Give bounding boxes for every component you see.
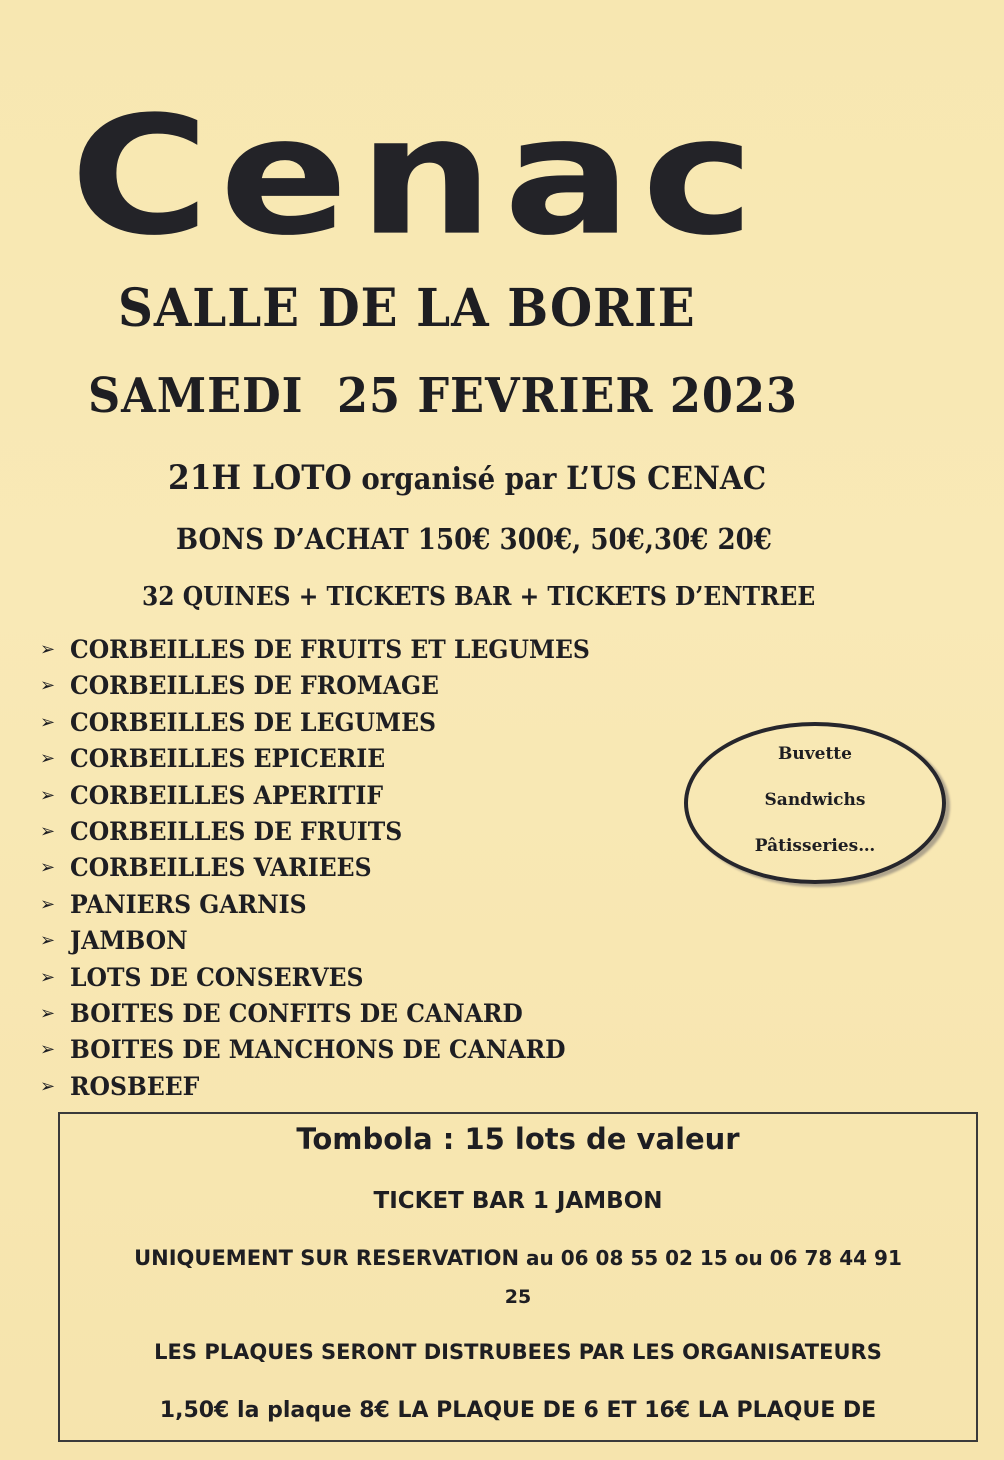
arrowhead-bullet-icon: ➢ <box>40 1075 56 1097</box>
arrowhead-bullet-icon: ➢ <box>40 711 56 733</box>
reservation-phone-end: 25 <box>504 1286 532 1308</box>
arrowhead-bullet-icon: ➢ <box>40 857 56 879</box>
patisseries-label: Pâtisseries… <box>754 836 876 856</box>
list-item: ➢ LOTS DE CONSERVES <box>40 960 623 996</box>
quines-line: 32 QUINES + TICKETS BAR + TICKETS D’ENTREE <box>142 582 816 612</box>
list-item: ➢ CORBEILLES APERITIF <box>40 778 623 814</box>
ticket-bar-line: TICKET BAR 1 JAMBON <box>373 1188 663 1214</box>
arrowhead-bullet-icon: ➢ <box>40 893 56 915</box>
vouchers-line: BONS D’ACHAT 150€ 300€, 50€,30€ 20€ <box>176 522 772 556</box>
list-item: ➢ CORBEILLES VARIEES <box>40 850 623 886</box>
reservation-phones: au 06 08 55 02 15 ou 06 78 44 91 <box>519 1246 902 1270</box>
arrowhead-bullet-icon: ➢ <box>40 748 56 770</box>
arrowhead-bullet-icon: ➢ <box>40 1002 56 1024</box>
list-item: ➢ JAMBON <box>40 923 623 959</box>
tombola-title: Tombola : 15 lots de valeur <box>296 1122 740 1156</box>
plaque-prices-line: 1,50€ la plaque 8€ LA PLAQUE DE 6 ET 16€ LA PLAQUE DE <box>159 1398 877 1423</box>
date-day: SAMEDI <box>88 368 304 424</box>
list-item: ➢ CORBEILLES DE LEGUMES <box>40 705 623 741</box>
list-item: ➢ PANIERS GARNIS <box>40 887 623 923</box>
refreshments-oval <box>684 722 946 884</box>
arrowhead-bullet-icon: ➢ <box>40 966 56 988</box>
sandwichs-label: Sandwichs <box>764 790 866 810</box>
poster-title: Cenac <box>70 81 765 272</box>
tombola-box <box>58 1112 978 1442</box>
loto-time: 21H LOTO <box>168 458 352 498</box>
event-date <box>88 368 798 424</box>
arrowhead-bullet-icon: ➢ <box>40 675 56 697</box>
plaques-info-line: LES PLAQUES SERONT DISTRUBEES PAR LES ORGANISATEURS <box>154 1340 882 1364</box>
list-item: ➢ BOITES DE MANCHONS DE CANARD <box>40 1032 623 1068</box>
venue-heading: SALLE DE LA BORIE <box>118 278 696 339</box>
list-item: ➢ CORBEILLES EPICERIE <box>40 741 623 777</box>
loto-organizer-line <box>168 458 766 498</box>
loto-club: L’US CENAC <box>566 459 767 497</box>
arrowhead-bullet-icon: ➢ <box>40 930 56 952</box>
list-item: ➢ ROSBEEF <box>40 1069 623 1105</box>
buvette-label: Buvette <box>778 744 852 764</box>
list-item: ➢ CORBEILLES DE FRUITS ET LEGUMES <box>40 632 623 668</box>
reservation-line <box>60 1246 976 1270</box>
list-item: ➢ CORBEILLES DE FRUITS <box>40 814 623 850</box>
arrowhead-bullet-icon: ➢ <box>40 820 56 842</box>
loto-organized-by: organisé par <box>351 462 567 497</box>
arrowhead-bullet-icon: ➢ <box>40 784 56 806</box>
date-full: 25 FEVRIER 2023 <box>336 368 798 424</box>
list-item: ➢ CORBEILLES DE FROMAGE <box>40 668 623 704</box>
prize-list <box>40 632 623 1105</box>
arrowhead-bullet-icon: ➢ <box>40 639 56 660</box>
list-item: ➢ BOITES DE CONFITS DE CANARD <box>40 996 623 1032</box>
reservation-notice: UNIQUEMENT SUR RESERVATION <box>134 1246 520 1270</box>
arrowhead-bullet-icon: ➢ <box>40 1039 56 1061</box>
